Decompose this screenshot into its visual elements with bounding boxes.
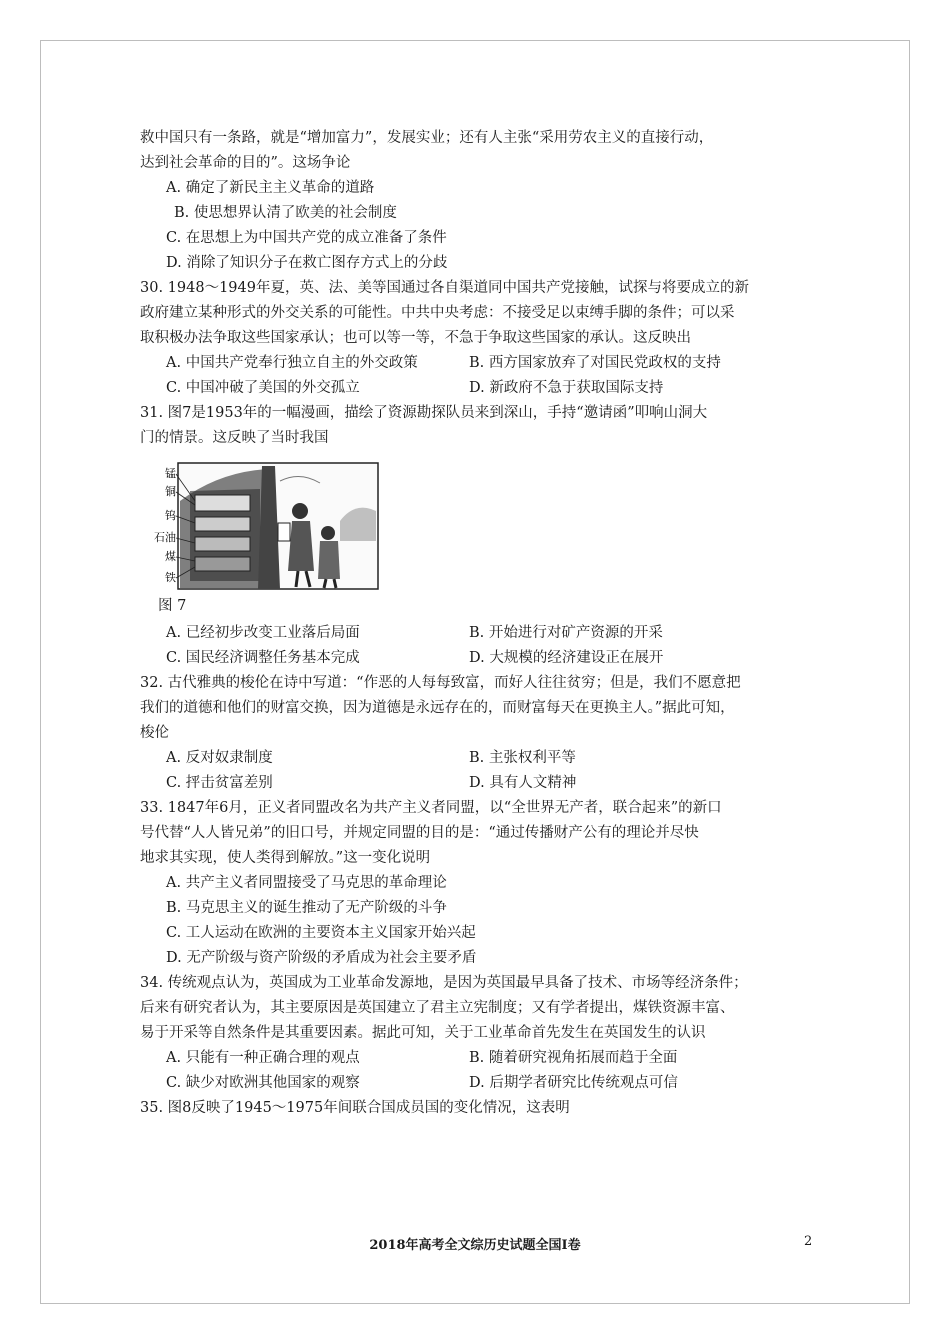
q31-options-row xyxy=(140,646,830,671)
q31-text-line: 门的情景。这反映了当时我国 xyxy=(140,430,329,446)
q29-text-line: 救中国只有一条路，就是“增加富力”，发展实业；还有人主张“采用劳农主义的直接行动， xyxy=(140,130,714,146)
q31-option-a: A. 已经初步改变工业落后局面 xyxy=(166,625,360,641)
q32-option-d: D. 具有人文精神 xyxy=(469,775,577,791)
q30-options-row xyxy=(140,351,830,376)
q32-option-c: C. 抨击贫富差别 xyxy=(166,775,273,791)
cartoon-figure xyxy=(150,461,385,591)
q34-text-line: 易于开采等自然条件是其重要因素。据此可知，关于工业革命首先发生在英国发生的认识 xyxy=(140,1025,706,1041)
q34-options-row xyxy=(140,1071,830,1096)
q30-text-line: 政府建立某种形式的外交关系的可能性。中共中央考虑：不接受足以束缚手脚的条件；可以采 xyxy=(140,305,735,321)
q33-text-line: 33. 1847年6月，正义者同盟改名为共产主义者同盟，以“全世界无产者，联合起来”的新口 xyxy=(140,800,722,816)
q32-options-row xyxy=(140,771,830,796)
q31-text-line: 31. 图7是1953年的一幅漫画，描绘了资源勘探队员来到深山，手持“邀请函”叩响山洞大 xyxy=(140,405,708,421)
q31-option-c: C. 国民经济调整任务基本完成 xyxy=(166,650,360,666)
q34-text-line: 34. 传统观点认为，英国成为工业革命发源地，是因为英国最早具备了技术、市场等经济条件； xyxy=(140,975,748,991)
q30-text-line: 30. 1948～1949年夏，英、法、美等国通过各自渠道同中国共产党接触，试探与将要成立的新 xyxy=(140,280,749,296)
q33-text-line: 号代替“人人皆兄弟”的旧口号，并规定同盟的目的是：“通过传播财产公有的理论并尽快 xyxy=(140,825,699,841)
q34-text-line: 后来有研究者认为，其主要原因是英国建立了君主立宪制度；又有学者提出，煤铁资源丰富、 xyxy=(140,1000,735,1016)
figure-label: 锰 xyxy=(165,467,176,480)
q30-option-a: A. 中国共产党奉行独立自主的外交政策 xyxy=(166,355,418,371)
figure-label: 钨 xyxy=(165,509,176,522)
figure-caption: 图 7 xyxy=(158,598,187,614)
q32-text-line: 梭伦 xyxy=(140,725,169,741)
q30-option-c: C. 中国冲破了美国的外交孤立 xyxy=(166,380,360,396)
q33-option-b: B. 马克思主义的诞生推动了无产阶级的斗争 xyxy=(166,900,447,916)
q30-option-b: B. 西方国家放弃了对国民党政权的支持 xyxy=(469,355,721,371)
cartoon-illustration xyxy=(150,461,385,591)
figure-label: 铜 xyxy=(165,485,176,498)
q34-options-row xyxy=(140,1046,830,1071)
q32-option-a: A. 反对奴隶制度 xyxy=(166,750,273,766)
q29-option-b: B. 使思想界认清了欧美的社会制度 xyxy=(174,205,397,221)
q33-option-c: C. 工人运动在欧洲的主要资本主义国家开始兴起 xyxy=(166,925,476,941)
q29-option-c: C. 在思想上为中国共产党的成立准备了条件 xyxy=(166,230,447,246)
q31-options-row xyxy=(140,621,830,646)
q30-text-line: 取积极办法争取这些国家承认；也可以等一等，不急于争取这些国家的承认。这反映出 xyxy=(140,330,691,346)
figure-label: 铁 xyxy=(165,571,176,584)
exam-content xyxy=(140,126,830,1121)
q32-option-b: B. 主张权利平等 xyxy=(469,750,576,766)
figure-label: 石油 xyxy=(154,531,176,544)
q33-option-a: A. 共产主义者同盟接受了马克思的革命理论 xyxy=(166,875,447,891)
q29-text-line: 达到社会革命的目的”。这场争论 xyxy=(140,155,351,171)
q33-text-line: 地求其实现，使人类得到解放。”这一变化说明 xyxy=(140,850,431,866)
q32-text-line: 32. 古代雅典的梭伦在诗中写道：“作恶的人每每致富，而好人往往贫穷；但是，我们不愿意把 xyxy=(140,675,741,691)
q31-option-b: B. 开始进行对矿产资源的开采 xyxy=(469,625,663,641)
q34-option-b: B. 随着研究视角拓展而趋于全面 xyxy=(469,1050,678,1066)
q30-options-row xyxy=(140,376,830,401)
q34-option-d: D. 后期学者研究比传统观点可信 xyxy=(469,1075,678,1091)
figure-label: 煤 xyxy=(165,550,176,563)
q33-option-d: D. 无产阶级与资产阶级的矛盾成为社会主要矛盾 xyxy=(166,950,477,966)
q31-option-d: D. 大规模的经济建设正在展开 xyxy=(469,650,664,666)
q35-text-line: 35. 图8反映了1945～1975年间联合国成员国的变化情况，这表明 xyxy=(140,1100,570,1116)
q29-option-a: A. 确定了新民主主义革命的道路 xyxy=(166,180,375,196)
page-number: 2 xyxy=(804,1234,813,1249)
q30-option-d: D. 新政府不急于获取国际支持 xyxy=(469,380,664,396)
q34-option-c: C. 缺少对欧洲其他国家的观察 xyxy=(166,1075,360,1091)
q32-text-line: 我们的道德和他们的财富交换，因为道德是永远存在的，而财富每天在更换主人。”据此可知， xyxy=(140,700,735,716)
q34-option-a: A. 只能有一种正确合理的观点 xyxy=(166,1050,360,1066)
q32-options-row xyxy=(140,746,830,771)
page-footer-title: 2018年高考全文综历史试题全国Ⅰ卷 xyxy=(369,1238,581,1253)
q29-option-d: D. 消除了知识分子在救亡图存方式上的分歧 xyxy=(166,255,448,271)
